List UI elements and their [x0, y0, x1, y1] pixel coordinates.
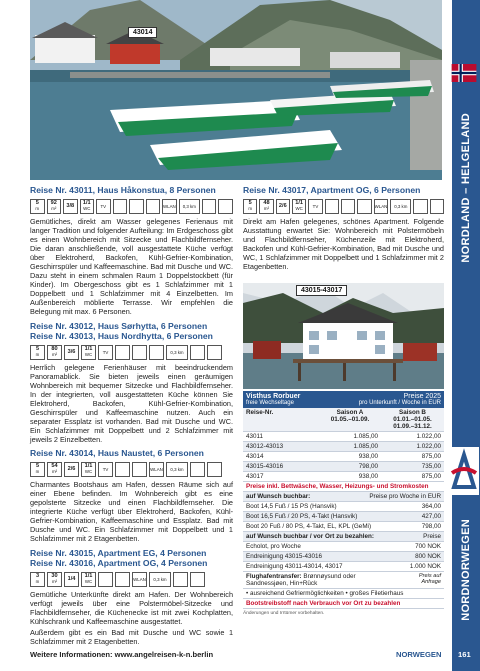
table-cell: 798,00 [358, 463, 378, 470]
brand-logo-icon [449, 447, 479, 495]
amenity-icon: 30 m² [47, 572, 62, 587]
amenity-icon [115, 462, 130, 477]
price-table [243, 391, 444, 616]
amenity-icon: TV [308, 199, 322, 214]
amenity-icon: 3/6 [64, 345, 79, 360]
table-cell: 43015-43016 [246, 463, 284, 470]
extras-header: auf Wunsch buchbar / vor Ort zu bezahlen: Preise [243, 532, 444, 542]
norway-flag-icon [451, 64, 477, 82]
amenity-icon [413, 199, 427, 214]
amenity-icon [115, 345, 130, 360]
column-left [30, 185, 233, 646]
amenity-icon [190, 462, 205, 477]
description-43012: Herrlich gelegene Ferienhäuser mit beeindruckendem Panoramablick. Sie bieten jeweils einen geräumigen Wohnbereich mit bequemer Sitzecke und Flachbildfernseher. In der integrierten, voll ausgestatteten Küche können Sie Elektroherd, Backofen, Kühl-Gefrier-Kombination, Geschirrspüler und Kaffeemaschine nutzen. Auch ein separater Essplatz ist vorhanden. Bad mit Dusche und WC. Ein Schlafzimmer mit Doppelbett und 2 Schlafzimmer mit jeweils 2 Einzelbetten. [30, 362, 233, 445]
table-title: Visthus Rorbuer [246, 393, 301, 400]
amenity-icon [202, 199, 217, 214]
amenity-icon [190, 572, 205, 587]
amenity-icon: 1/4 [64, 572, 79, 587]
boat-row: Boot 16,5 Fuß / 20 PS, 4-Takt (Hansvik) 427,00 [243, 512, 444, 522]
extra-row: Endreinigung 43015-43016 800 NOK [243, 552, 444, 562]
amenity-icon: 0,3 km [149, 572, 171, 587]
amenity-icon [129, 199, 144, 214]
footer-country: NORWEGEN [396, 650, 442, 659]
table-cell: 1.085,00 [353, 433, 378, 440]
amenity-icon [207, 345, 222, 360]
amenity-icon: 54 m² [47, 462, 62, 477]
building-photo [243, 283, 444, 389]
description-43014: Charmantes Bootshaus am Hafen, dessen Räume sich auf einer Ebene befinden. Im Wohnbereich gibt es eine gepolsterte Sitzecke und einen Flachbildfernseher. Die integrierte Küche verfügt über Elektroherd, Backofen, Kühl-Gefrier-Kombination, Kaffeemaschine und Essplatz. Bad mit Dusche und WC. Ein Schlafzimmer mit Doppelbett und 1 Schlafzimmer mit 2 Etagenbetten. [30, 479, 233, 544]
heading-43015: Reise Nr. 43015, Apartment EG, 4 Personen [30, 547, 207, 558]
amenity-icon [218, 199, 233, 214]
amenity-icon: 3/8 [63, 199, 78, 214]
table-row [243, 442, 444, 452]
amenity-icon: 0,3 km [179, 199, 200, 214]
col-reise: Reise-Nr. [246, 409, 274, 416]
heading-43013: Reise Nr. 43013, Haus Nordhytta, 6 Personen [30, 331, 213, 342]
amenity-icon [357, 199, 371, 214]
table-cell: 43017 [246, 473, 264, 480]
table-cell: 735,00 [421, 463, 441, 470]
description-43015-b: Außerdem gibt es ein Bad mit Dusche und WC sowie 1 Schlafzimmer mit 2 Etagenbetten. [30, 627, 233, 646]
amenity-icon: 80 m² [47, 345, 62, 360]
col-season-b: Saison B 01.01.–01.05. 01.09.–31.12. [393, 409, 432, 430]
amenity-icon: 48 m² [259, 199, 273, 214]
table-cell: 875,00 [421, 453, 441, 460]
amenity-icon: 0,3 km [166, 462, 188, 477]
table-cell: 43012-43013 [246, 443, 284, 450]
facilities-row: • ausreichend Gefriermöglichkeiten • großes Filetierhaus [243, 589, 444, 599]
amenity-icon: 1/1 WC [81, 572, 96, 587]
table-row [243, 452, 444, 462]
amenity-icon [341, 199, 355, 214]
col-season-a: Saison A 01.05.–01.09. [330, 409, 370, 423]
fuel-note: Bootstreibstoff nach Verbrauch vor Ort zu bezahlen [243, 599, 444, 609]
amenity-icon: 92 m² [47, 199, 62, 214]
table-year: Preise 2025 [403, 393, 441, 400]
photo-label: 43015-43017 [296, 285, 347, 296]
table-row [243, 432, 444, 442]
amenity-icon [113, 199, 128, 214]
amenity-icon [132, 345, 147, 360]
table-cell: 43011 [246, 433, 264, 440]
amenity-icon: TV [98, 345, 113, 360]
extra-row: Endreinigung 43011-43014, 43017 1.000 NOK [243, 562, 444, 572]
amenity-icon [146, 199, 161, 214]
heading-43017: Reise Nr. 43017, Apartment OG, 6 Personen [243, 185, 421, 195]
heading-43011: Reise Nr. 43011, Haus Håkonstua, 8 Personen [30, 185, 216, 195]
extra-row: Echolot, pro Woche 700 NOK [243, 542, 444, 552]
region-label: NORDLAND – HELGELAND [460, 112, 472, 263]
amenity-icon: 0,3 km [166, 345, 188, 360]
country-label: NORDNORWEGEN [460, 519, 472, 621]
amenity-icon: WLAN [132, 572, 147, 587]
table-header [243, 391, 444, 408]
page-number: 161 [458, 650, 471, 659]
heading-43014: Reise Nr. 43014, Haus Naustet, 6 Personen [30, 448, 204, 459]
amenity-icon: WLAN [374, 199, 389, 214]
amenity-icon: 5 m [30, 462, 45, 477]
table-subtitle: freie Wechseltage [246, 400, 294, 406]
amenity-icons [30, 572, 233, 587]
amenity-icon [325, 199, 339, 214]
harbour-photo [30, 0, 442, 180]
amenity-icons [30, 462, 233, 477]
amenity-icon: 3 m [30, 572, 45, 587]
column-right [243, 185, 444, 271]
boat-row: Boot 14,5 Fuß / 15 PS (Hansvik) 364,00 [243, 502, 444, 512]
amenity-icon: 2/6 [276, 199, 290, 214]
table-unit: pro Unterkunft / Woche in EUR [358, 400, 441, 406]
amenity-icon: TV [98, 462, 113, 477]
amenity-icons [30, 199, 233, 214]
description-43015: Gemütliche Unterkünfte direkt am Hafen. Der Wohnbereich verfügt jeweils über eine Polstermöbel-Sitzecke und Flachbildfernseher, die Küchenecke ist mit zwei Kochplatten, Kühlschrank und Kaffeemaschine ausgestattet. [30, 589, 233, 626]
amenity-icon [115, 572, 130, 587]
amenity-icon: 0,3 km [390, 199, 411, 214]
amenity-icon [173, 572, 188, 587]
table-cell: 875,00 [421, 473, 441, 480]
amenity-icon [149, 345, 164, 360]
amenity-icon: 1/1 WC [292, 199, 306, 214]
boat-row: Boot 20 Fuß / 80 PS, 4-Takt, EL, KPL (GeMi) 798,00 [243, 522, 444, 532]
description-43017: Direkt am Hafen gelegenes, schönes Apartment. Folgende Ausstattung erwartet Sie: Wohnbereich mit Polstermöbeln und Flachbildfernseher, Küchenzeile mit Elektroherd, Backofen und Kühl-Gefrier-Kombination, Bad mit Dusche und WC, 1 Schlafzimmer mit Doppelbett und 1 Schlafzimmer mit 2 Etagenbetten. [243, 216, 444, 271]
boats-header: auf Wunsch buchbar: Preise pro Woche in EUR [243, 492, 444, 502]
amenity-icon: 1/1 WC [81, 345, 96, 360]
heading-43016: Reise Nr. 43016, Apartment OG, 4 Personen [30, 558, 208, 569]
inclusive-note: Preise inkl. Bettwäsche, Wasser, Heizungs- und Stromkosten [243, 482, 444, 492]
transfer-row: Flughafentransfer: Brønnøysund oder Sandnessjøen, Hin+Rück Preis auf Anfrage [243, 572, 444, 589]
amenity-icon: 5 m [30, 199, 45, 214]
table-column-header [243, 408, 444, 432]
changes-note: Änderungen und Irrtümer vorbehalten. [243, 611, 325, 616]
amenity-icons [30, 345, 233, 360]
amenity-icon [430, 199, 444, 214]
amenity-icon: 1/1 WC [80, 199, 95, 214]
table-cell: 938,00 [358, 453, 378, 460]
amenity-icon: WLAN [149, 462, 164, 477]
table-row [243, 472, 444, 482]
photo-label: 43014 [128, 27, 157, 38]
table-cell: 938,00 [358, 473, 378, 480]
amenity-icon: 5 m [243, 199, 257, 214]
table-cell: 43014 [246, 453, 264, 460]
amenity-icon: 5 m [30, 345, 45, 360]
amenity-icon [98, 572, 113, 587]
table-row [243, 462, 444, 472]
heading-43012: Reise Nr. 43012, Haus Sørhytta, 6 Personen [30, 320, 208, 331]
amenity-icons [243, 199, 444, 214]
description-43011: Gemütliches, direkt am Wasser gelegenes Ferienaus mit langer Tradition und folgender Aufteilung: Im Erdgeschoss gibt es einen Wohnbereich mit Sitzecke und Flachbildfernseher. Die daran anschließende, voll ausgestattete Küche verfügt über Elektroherd, Backofen, Kühl-Gefrier-Kombination, Geschirrspüler und Kaffeemaschine. Bad mit Dusche und WC. Dazu steht in einem schmalen Raum 1 Doppelstockbett (für Kinder). Im Obergeschoss gibt es 1 Schlafzimmer mit 1 Doppelbett und 1 Schlafzimmer mit 4 Einzelbetten. Im Außenbereich möblierte Terrasse. Wir empfehlen die Belegung mit max. 6 Personen. [30, 216, 233, 317]
amenity-icon [190, 345, 205, 360]
table-cell: 1.022,00 [416, 443, 441, 450]
amenity-icon: WLAN [162, 199, 177, 214]
footer-website[interactable]: Weitere Informationen: www.angelreisen-k-n.berlin [30, 650, 214, 659]
amenity-icon: 2/6 [64, 462, 79, 477]
amenity-icon [132, 462, 147, 477]
amenity-icon: TV [96, 199, 111, 214]
amenity-icon: 1/1 WC [81, 462, 96, 477]
table-cell: 1.022,00 [416, 433, 441, 440]
amenity-icon [207, 462, 222, 477]
table-cell: 1.085,00 [353, 443, 378, 450]
